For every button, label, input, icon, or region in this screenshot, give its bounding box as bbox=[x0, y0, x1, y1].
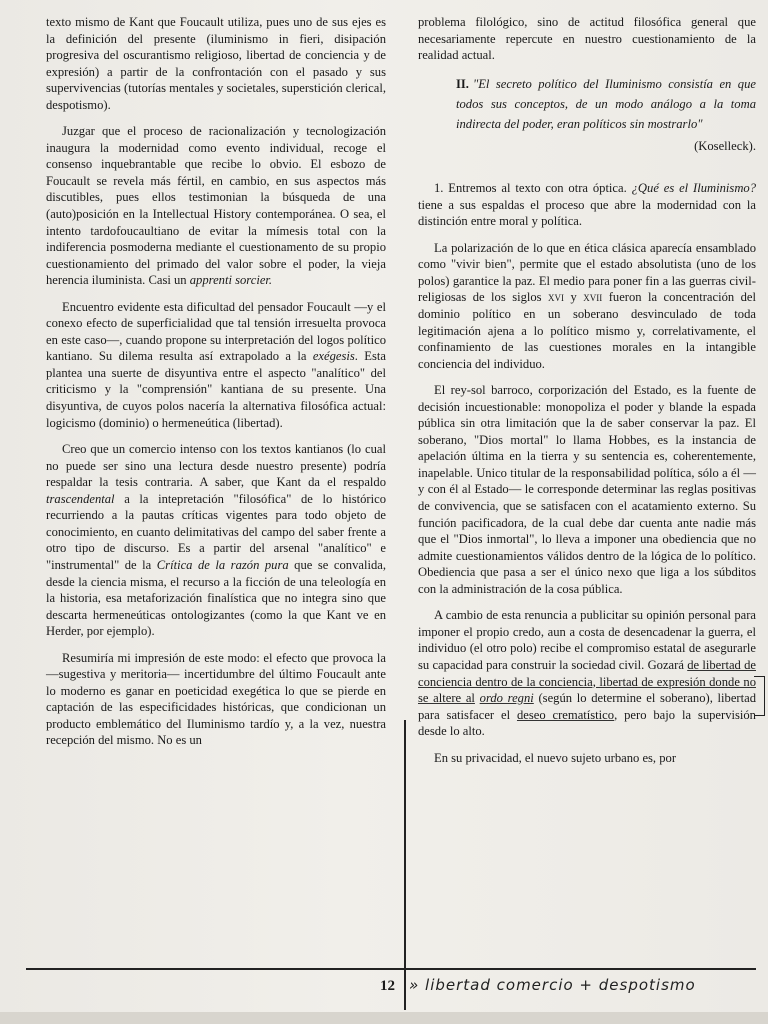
left-column bbox=[46, 14, 386, 759]
margin-bracket-mark bbox=[754, 676, 765, 716]
paragraph bbox=[46, 123, 386, 288]
italic-title: ¿Qué es el Iluminismo? bbox=[631, 181, 757, 196]
paragraph-text: Juzgar que el proceso de racionalización y tecnologización inaugura la modernidad como evento individual, recoge el consenso inquebrantable que recibe lo obvio. El esbozo de Foucault se revela más fértil, en cambio, en sus aspectos más discutibles, pues ellos testimonian la búsqueda de una (auto)posición en la Intellectual History contemporánea. O sea, el intento tardofoucaultiano de evitar la mímesis total con la indiferencia posmoderna mediante el cuestionamento de su propio cuestionamiento del primado del valor sobre el poder, la vieja herencia iluminista. Casi un bbox=[46, 124, 386, 288]
paragraph-text: problema filológico, sino de actitud filosófica general que necesariamente repercute en nuestro cuestionamiento de la realidad actual. bbox=[418, 15, 756, 63]
paragraph bbox=[418, 14, 756, 64]
italic-term: trascendental bbox=[46, 491, 115, 506]
paragraph-text: y bbox=[564, 290, 584, 305]
paragraph bbox=[418, 382, 756, 597]
underlined-text: de libertad de conciencia dentro de la conciencia, libertad de expresión donde no se altere al bbox=[418, 657, 756, 706]
italic-term: ordo regni bbox=[479, 691, 534, 706]
paragraph bbox=[418, 180, 756, 230]
italic-term: exégesis bbox=[312, 349, 355, 364]
paragraph-text: Creo que un comercio intenso con los textos kantianos (lo cual no puede ser sino una lectura desde nuestro presente) podría respaldar la tesis contraria. A saber, que Kant da el respaldo bbox=[46, 442, 386, 490]
paragraph-text: , pero bajo la supervisión desde lo alto. bbox=[418, 707, 756, 739]
paragraph-text: 1. Entremos al texto con otra óptica. bbox=[434, 181, 632, 196]
page-number: 12 bbox=[380, 978, 395, 994]
paragraph bbox=[418, 750, 756, 767]
paragraph bbox=[46, 299, 386, 431]
paragraph bbox=[418, 607, 756, 739]
section-heading bbox=[418, 74, 756, 134]
paragraph-text: A cambio de esta renuncia a publicitar su opinión personal para imponer el propio credo, aun a costa de desencadenar la guerra, el individuo (el otro polo) recibe el compromiso estatal de asegurarle su capacidad para construir la sociedad civil. Gozará bbox=[418, 608, 756, 672]
page-footer bbox=[380, 976, 760, 1006]
paragraph-text: . Esta plantea una suerte de disyuntiva entre el aspecto "analítico" del criticismo y la "comprensión" kantiana de su presente. Una disyuntiva, de cuyos polos nacería la alternativa filosófica actual: logicismo (dominio) o hermeneútica (libertad). bbox=[46, 349, 386, 430]
underlined-text: deseo crematístico bbox=[516, 707, 615, 722]
section-number: II. bbox=[456, 76, 469, 91]
paragraph-text: (según lo determine el soberano), libertad para satisfacer el bbox=[418, 691, 757, 722]
footer-rule bbox=[26, 968, 756, 970]
paragraph-text: fueron la concentración del dominio político en un soberano desvinculado de toda legitimación ajena a lo político mismo y, correlativamente, el confinamiento de las cuestiones morales en la intangible conciencia del individuo. bbox=[418, 290, 757, 371]
epigraph-attribution: (Koselleck). bbox=[694, 138, 756, 153]
paragraph-text: El rey-sol barroco, corporización del Estado, es la fuente de decisión incuestionable: monopoliza el poder y blande la espada pública sin otra limitación que la de saber conservar la paz. El soberano, "Dios mortal" lo llama Hobbes, es la instancia de apelación última en la tierra y su sentencia es, coherentemente, inapelable. Unico titular de la responsabilidad política, sólo a él —y con él al Estado— le corresponde determinar las reglas positivas de convivencia, que se satisfacen con el acatamiento externo. Su función pacificadora, de la cual debe dar cuenta ante nadie más que el "Dios inmortal", lo lleva a imponer una obediencia que no admite cuestionamientos válidos dentro de la lógica de lo político. Obediencia que pasa a ser el único nexo que liga a los súbditos con la administración de la cosa pública. bbox=[418, 383, 756, 596]
paragraph-text: a la intepretación "filosófica" de lo histórico recurriendo a la pautas críticas vigentes para todo objeto de conocimiento, en cuanto delimitativas del campo del saber frente a otro tipo de discurso. Es a partir del arsenal "analítico" e "instrumental" de la bbox=[46, 491, 386, 572]
paragraph-text: que se convalida, desde la ciencia misma, el recurso a la ficción de una teleología en la historia, esa metaforización finalística que no integra sino que descarta hermeneúticas ontologizantes (como la que Kant ve en Herder, por ejemplo). bbox=[46, 557, 386, 639]
italic-term: apprenti sorcier. bbox=[189, 273, 273, 288]
paragraph bbox=[46, 650, 386, 749]
paragraph bbox=[46, 14, 386, 113]
right-column bbox=[418, 14, 756, 776]
paragraph-text: En su privacidad, el nuevo sujeto urbano es, por bbox=[434, 750, 677, 765]
paragraph-text: texto mismo de Kant que Foucault utiliza, pues uno de sus ejes es la definición del presente (iluminismo in fieri, disipación progresiva del oscurantismo religioso, libertad de conciencia y de expresión) a partir de la confrontación con el pasado y sus supervivencias (tutorías mentales y societales, superstición clerical, despotismo). bbox=[46, 15, 386, 112]
next-page-edge bbox=[0, 1012, 768, 1024]
paragraph-text: Encuentro evidente esta dificultad del pensador Foucault —y el conexo efecto de superficialidad que tal tensión irresuelta provoca en este caso—, cuando propone su interpretación del logos político kantiano. Su dilema resulta así extrapolado a la bbox=[46, 299, 386, 364]
margin-pen-line bbox=[404, 720, 406, 1010]
paragraph-text: tiene a sus espaldas el proceso que abre la modernidad con la distinción entre moral y política. bbox=[418, 197, 756, 229]
century-numeral: xvii bbox=[583, 290, 603, 305]
paragraph bbox=[418, 240, 756, 372]
paragraph-text: Resumiría mi impresión de este modo: el efecto que provoca la —sugestiva y meritoria— incertidumbre del último Foucault ante lo moderno es ganar en poeticidad exegética lo que se pierde en captación de las especificidades históricas, que condicionan un producto emblemático del Iluminismo tardío y, a la vez, nuestra recepción del mismo. No es un bbox=[46, 650, 386, 748]
paragraph bbox=[46, 441, 386, 640]
handwritten-note: » libertad comercio + despotismo bbox=[409, 976, 696, 994]
century-numeral: xvi bbox=[548, 290, 565, 305]
paragraph-text: La polarización de lo que en ética clásica aparecía ensamblado como "vivir bien", permite que el estado absolutista (uno de los polos) garantice la paz. El medio para poner fin a las guerras civil-religiosas de los siglos bbox=[418, 240, 756, 305]
italic-title: Crítica de la razón pura bbox=[156, 557, 289, 572]
epigraph-quote: "El secreto político del Iluminismo consistía en que todos sus conceptos, de un modo análogo a la toma indirecta del poder, eran políticos sin mostrarlo" bbox=[456, 76, 756, 131]
